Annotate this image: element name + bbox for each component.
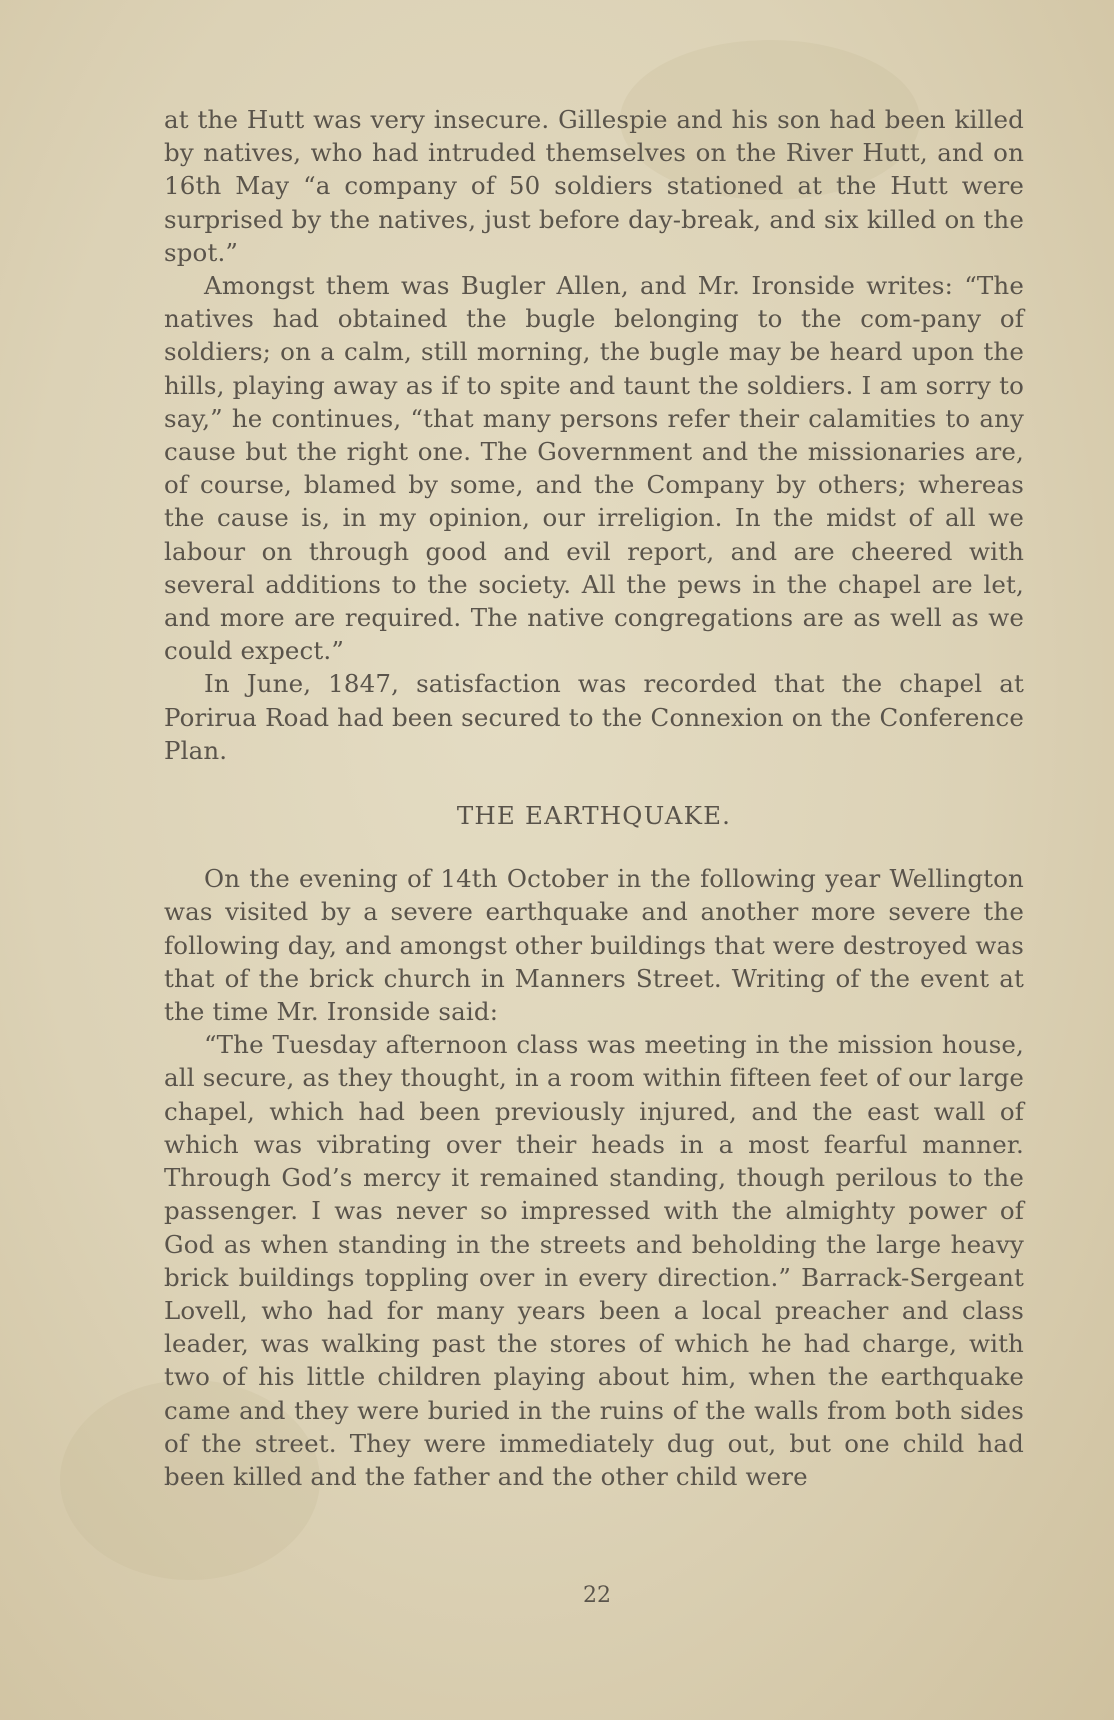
paragraph: On the evening of 14th October in the following year Wellington was visited by a severe earthquake and another more severe the following day, and amongst other buildings that were destroyed was that of the brick church in Manners Street. Writing of the event at the time Mr. Ironside said: bbox=[164, 864, 1024, 1027]
paragraph: at the Hutt was very insecure. Gillespie and his son had been killed by natives, who had intruded themselves on the River Hutt, and on 16th May “a company of 50 soldiers stationed at the Hutt were surprised by the natives, just before day-break, and six killed on the spot.” bbox=[164, 105, 1024, 267]
page-number: 22 bbox=[583, 1583, 611, 1608]
section-heading: THE EARTHQUAKE. bbox=[456, 801, 732, 831]
paragraph: Amongst them was Bugler Allen, and Mr. Ironside writes: “The natives had obtained the bugle belonging to the com-pany of soldiers; on a calm, still morning, the bugle may be heard upon the hills, playing away as if to spite and taunt the soldiers. I am sorry to say,” he continues, “that many persons refer their calamities to any cause but the right one. The Government and the missionaries are, of course, blamed by some, and the Company by others; whereas the cause is, in my opinion, our irreligion. In the midst of all we labour on through good and evil report, and are cheered with several additions to the society. All the pews in the chapel are let, and more are required. The native congregations are as well as we could expect.” bbox=[164, 271, 1024, 666]
paragraph: “The Tuesday afternoon class was meeting in the mission house, all secure, as they thought, in a room within fifteen feet of our large chapel, which had been previously injured, and the east wall of which was vibrating over their heads in a most fearful manner. Through God’s mercy it remained standing, though perilous to the passenger. I was never so impressed with the almighty power of God as when standing in the streets and beholding the large heavy brick buildings toppling over in every direction.” Barrack-Sergeant Lovell, who had for many years been a local preacher and class leader, was walking past the stores of which he had charge, with two of his little children playing about him, when the earthquake came and they were buried in the ruins of the walls from both sides of the street. They were immediately dug out, but one child had been killed and the father and the other child were bbox=[164, 1030, 1024, 1491]
body-text bbox=[164, 103, 1024, 1493]
paragraph: In June, 1847, satisfaction was recorded that the chapel at Porirua Road had been secured to the Connexion on the Conference Plan. bbox=[164, 669, 1024, 765]
